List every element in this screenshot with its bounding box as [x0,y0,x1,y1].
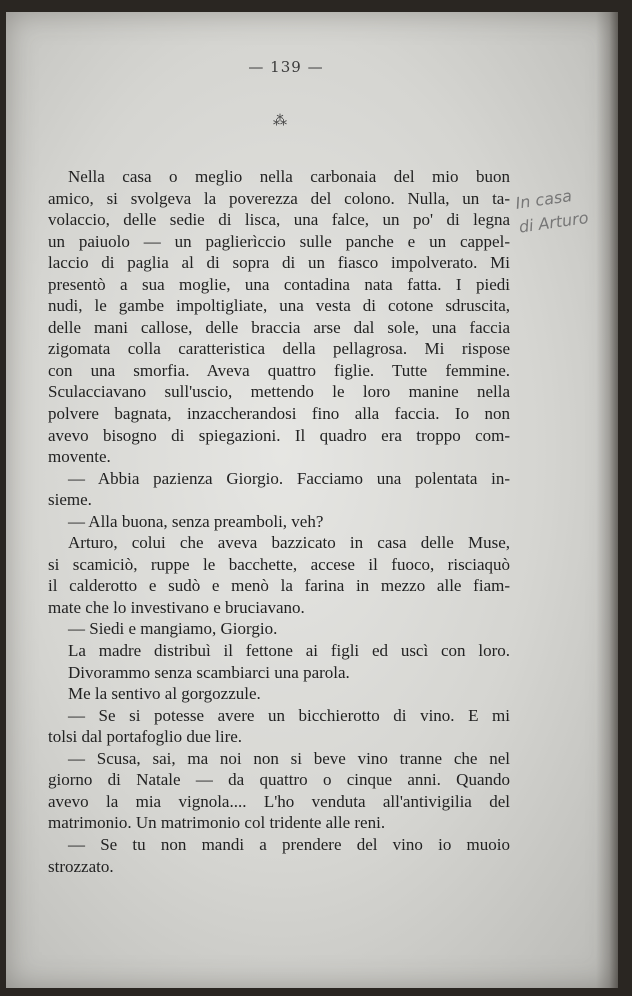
text-line: sieme. [48,490,92,510]
text-line: Divorammo senza scambiarci una parola. [68,662,350,682]
text-line: delle mani callose, delle braccia arse dal sole, una faccia [48,317,510,337]
text-line: amico, si svolgeva la poverezza del colono. Nulla, un ta- [48,188,510,208]
text-line: volaccio, delle sedie di lisca, una falce, un po' di legna [48,210,510,230]
text-line: — Alla buona, senza preamboli, veh? [68,511,324,531]
text-line: Me la sentivo al gorgozzule. [68,684,261,704]
body-text [48,166,510,877]
text-line: avevo bisogno di spiegazioni. Il quadro era troppo com- [48,425,510,445]
text-line: mate che lo investivano e bruciavano. [48,597,305,617]
text-line: presentò a sua moglie, una contadina nata fatta. I piedi [48,274,510,294]
text-line: — Se si potesse avere un bicchierotto di vino. E mi [68,705,510,725]
text-line: con una smorfia. Aveva quattro figlie. Tutte femmine. [48,360,510,380]
marginal-note-line: di Arturo [517,208,590,237]
text-line: avevo la mia vignola.... L'ho venduta all'antivigilia del [48,791,510,811]
text-line: — Scusa, sai, ma noi non si beve vino tranne che nel [68,748,510,768]
text-line: polvere bagnata, inzaccherandosi fino alla faccia. Io non [48,404,510,424]
marginal-note-line: In casa [514,186,574,213]
text-line: Nella casa o meglio nella carbonaia del mio buon [68,167,510,186]
text-line: movente. [48,447,111,467]
text-line: il calderotto e sudò e menò la farina in mezzo alle fiam- [48,576,510,596]
text-line: — Abbia pazienza Giorgio. Facciamo una polentata in- [68,468,510,488]
text-line: zigomata colla caratteristica della pellagrosa. Mi rispose [48,339,510,359]
text-line: strozzato. [48,856,114,876]
text-line: tolsi dal portafoglio due lire. [48,727,243,747]
text-line: un paiuolo — un paglierìccio sulle panche e un cappel- [48,231,510,251]
book-page [6,12,618,988]
text-line: — Se tu non mandi a prendere del vino io muoio [68,834,510,854]
text-line: Arturo, colui che aveva bazzicato in casa delle Muse, [68,533,510,553]
asterism-ornament: ⁂ [273,113,287,129]
text-line: giorno di Natale — da quattro o cinque anni. Quando [48,770,510,790]
text-line: Sculacciavano sull'uscio, mettendo le loro manine nella [48,382,510,402]
text-line: La madre distribuì il fettone ai figli ed uscì con loro. [68,641,510,661]
text-line: matrimonio. Un matrimonio col tridente alle reni. [48,813,386,833]
page-edge-shadow [596,12,618,988]
text-line: nudi, le gambe impoltigliate, una vesta di cotone sdruscita, [48,296,510,316]
text-line: — Siedi e mangiamo, Giorgio. [68,619,278,639]
text-line: si scamiciò, ruppe le bacchette, accese il fuoco, risciaquò [48,554,510,574]
text-line: laccio di paglia al di sopra di un fiasco impolverato. Mi [48,253,510,273]
page-number: — 139 — [248,58,324,76]
